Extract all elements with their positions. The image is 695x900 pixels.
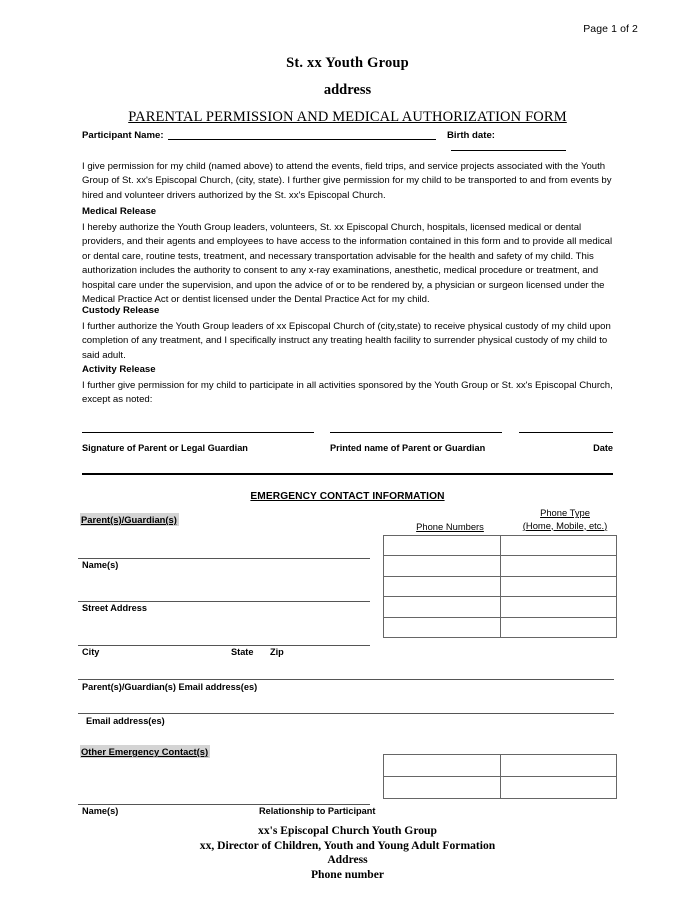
- custody-release-paragraph: I further authorize the Youth Group leaders of xx Episcopal Church of (city,state) to receive physical custody of my child upon completion of any treatment, and I specifically instruct any treating health facility to surrender physical custody of my child to said adult.: [82, 321, 611, 361]
- intro-paragraph: I give permission for my child (named above) to attend the events, field trips, and service projects associated with the Youth Group of St. xx's Episcopal Church, (city, state). I further give permission for my child to be transported to and from events by hired and volunteer drivers authorized by the St. xx's Episcopal Church.: [82, 161, 612, 201]
- footer-line-4: Phone number: [310, 867, 385, 881]
- table-row: [384, 597, 617, 617]
- participant-row: [82, 130, 613, 141]
- names-label: Name(s): [82, 560, 119, 570]
- other-phone-number-cell[interactable]: [384, 777, 501, 799]
- signature-input[interactable]: [82, 432, 314, 433]
- activity-release-heading: Activity Release: [82, 364, 156, 375]
- other-emergency-contacts-label: Other Emergency Contact(s): [81, 746, 209, 757]
- phone-number-cell[interactable]: [384, 556, 501, 576]
- phone-type-header-line1: Phone Type: [540, 507, 590, 518]
- phone-type-header-line2: (Home, Mobile, etc.): [522, 519, 608, 531]
- phone-type-header: [510, 507, 620, 532]
- other-names-label: Name(s): [82, 806, 119, 816]
- phone-type-cell[interactable]: [500, 536, 617, 556]
- birth-date-input[interactable]: [451, 150, 566, 151]
- phone-numbers-header: Phone Numbers: [416, 521, 484, 532]
- street-address-input[interactable]: [78, 601, 370, 602]
- phone-numbers-table: [383, 535, 617, 638]
- other-phone-type-cell[interactable]: [500, 755, 617, 777]
- zip-label: Zip: [270, 647, 284, 657]
- names-input[interactable]: [78, 558, 370, 559]
- parent-email-input[interactable]: [78, 679, 614, 680]
- other-contacts-phone-table: [383, 754, 617, 799]
- other-phone-number-cell[interactable]: [384, 755, 501, 777]
- phone-number-cell[interactable]: [384, 597, 501, 617]
- page-number: Page 1 of 2: [583, 23, 638, 35]
- custody-release-heading: Custody Release: [82, 305, 160, 316]
- birth-date-group: [447, 130, 613, 152]
- section-divider: [82, 473, 613, 475]
- table-row: [384, 576, 617, 596]
- table-row: [384, 617, 617, 637]
- organization-name: St. xx Youth Group: [286, 55, 409, 71]
- phone-type-cell[interactable]: [500, 576, 617, 596]
- phone-number-cell[interactable]: [384, 617, 501, 637]
- parents-guardians-label: Parent(s)/Guardian(s): [81, 514, 177, 525]
- city-state-zip-input[interactable]: [78, 645, 370, 646]
- date-label: Date: [593, 443, 613, 453]
- organization-address: address: [323, 82, 372, 98]
- form-title: PARENTAL PERMISSION AND MEDICAL AUTHORIZATION FORM: [128, 109, 567, 125]
- activity-release-paragraph: I further give permission for my child to participate in all activities sponsored by the Youth Group or St. xx's Episcopal Church, except as noted:: [82, 380, 613, 406]
- phone-type-cell[interactable]: [500, 617, 617, 637]
- other-names-input[interactable]: [78, 804, 370, 805]
- footer-line-3: Address: [327, 853, 368, 867]
- city-label: City: [82, 647, 100, 657]
- medical-release-heading: Medical Release: [82, 206, 157, 217]
- parent-email-label: Parent(s)/Guardian(s) Email address(es): [82, 682, 258, 692]
- date-input[interactable]: [519, 432, 613, 433]
- participant-name-label: Participant Name:: [82, 130, 164, 141]
- phone-number-cell[interactable]: [384, 576, 501, 596]
- table-row: [384, 556, 617, 576]
- footer-line-2: xx, Director of Children, Youth and Young Adult Formation: [199, 838, 496, 852]
- phone-number-cell[interactable]: [384, 536, 501, 556]
- other-phone-type-cell[interactable]: [500, 777, 617, 799]
- participant-name-input[interactable]: [168, 139, 436, 140]
- printed-name-label: Printed name of Parent or Guardian: [330, 443, 486, 453]
- footer-line-1: xx's Episcopal Church Youth Group: [258, 824, 437, 837]
- street-address-label: Street Address: [82, 603, 148, 613]
- document-title-block: [0, 55, 695, 126]
- phone-type-cell[interactable]: [500, 556, 617, 576]
- emergency-contact-section-title: EMERGENCY CONTACT INFORMATION: [250, 491, 445, 502]
- other-relationship-label: Relationship to Participant: [259, 806, 376, 816]
- medical-release-paragraph: I hereby authorize the Youth Group leaders, volunteers, St. xx Episcopal Church, hospitals, licensed medical or dental providers, and their agents and employees to have access to the information contained in this form and to provide all medical or dental care, routine tests, treatment, and necessary transportation advisable for the health and safety of my child. This authorization includes the authority to consent to any x-ray examinations, anesthetic, medical procedure or treatment, and hospital care under the supervision, and upon the advice of or to be rendered by, a physician or surgeon licensed under the Medical Practice Act or dentist licensed under the Dental Practice Act for my child.: [82, 222, 613, 306]
- state-label: State: [231, 647, 254, 657]
- table-row: [384, 755, 617, 777]
- printed-name-input[interactable]: [330, 432, 502, 433]
- table-row: [384, 777, 617, 799]
- email-label: Email address(es): [86, 716, 165, 726]
- signature-label: Signature of Parent or Legal Guardian: [82, 443, 248, 453]
- birth-date-label: Birth date:: [447, 130, 495, 141]
- email-input[interactable]: [78, 713, 614, 714]
- table-row: [384, 536, 617, 556]
- document-footer: [0, 824, 695, 882]
- phone-type-cell[interactable]: [500, 597, 617, 617]
